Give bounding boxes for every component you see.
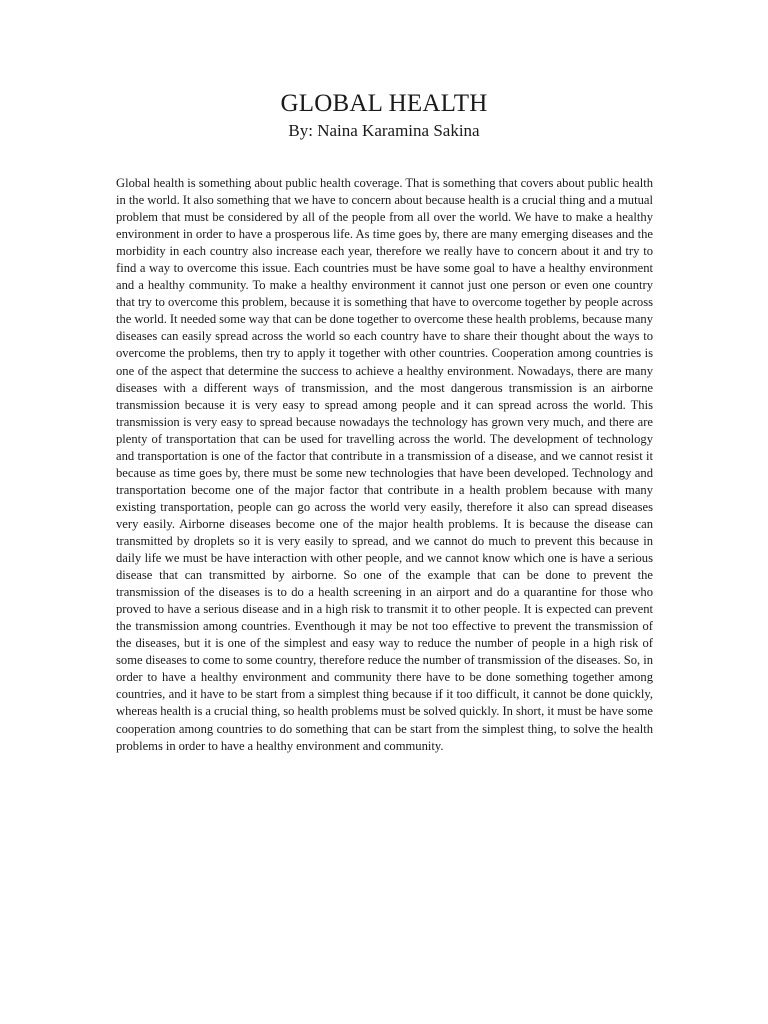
body-paragraph: Global health is something about public health coverage. That is something that covers about public health in the world. It also something that we have to concern about because health is a crucial thing and a mutual problem that must be considered by all of the people from all over the world. We have to make a healthy environment in order to have a prosperous life. As time goes by, there are many emerging diseases and the morbidity in each country also increase each year, therefore we really have to concern about it and try to find a way to overcome this issue. Each countries must be have some goal to have a healthy environment and a healthy community. To make a healthy environment it cannot just one person or even one country that try to overcome this problem, because it is something that have to overcome together by people across the world. It needed some way that can be done together to overcome these health problems, because many diseases can easily spread across the world so each country have to share their thought about the ways to overcome the problems, then try to apply it together with other countries. Cooperation among countries is one of the aspect that determine the success to achieve a healthy environment. Nowadays, there are many diseases with a different ways of transmission, and the most dangerous transmission is an airborne transmission because it is very easy to spread among people and it can spread across the world. This transmission is very easy to spread because nowadays the technology has grown very much, and there are plenty of transportation that can be used for travelling across the world. The development of technology and transportation is one of the factor that contribute in a transmission of a disease, and we cannot resist it because as time goes by, there must be some new technologies that have been developed. Technology and transportation become one of the major factor that contribute in a health problem because with many existing transportation, people can go across the world very easily, therefore it also can spread diseases very easily. Airborne diseases become one of the major health problems. It is because the disease can transmitted by droplets so it is very easily to spread, and we cannot do much to prevent this because in daily life we must be have interaction with other people, and we cannot know which one is have a serious disease that can transmitted by airborne. So one of the example that can be done to prevent the transmission of the diseases is to do a health screening in an airport and do a quarantine for those who proved to have a serious disease and in a high risk to transmit it to other people. It is expected can prevent the transmission among countries. Eventhough it may be not too effective to prevent the transmission of the diseases, but it is one of the simplest and easy way to reduce the number of people in a high risk of some diseases to come to some country, therefore reduce the number of transmission of the diseases. So, in order to have a healthy environment and community there have to be done something together among countries, and it have to be start from a simplest thing because if it too difficult, it cannot be done quickly, whereas health is a crucial thing, so health problems must be solved quickly. In short, it must be have some cooperation among countries to do something that can be start from the simplest thing, to solve the health problems in order to have a healthy environment and community. (116, 176, 653, 753)
author-byline: By: Naina Karamina Sakina (288, 121, 480, 140)
document-title: GLOBAL HEALTH (280, 90, 488, 117)
